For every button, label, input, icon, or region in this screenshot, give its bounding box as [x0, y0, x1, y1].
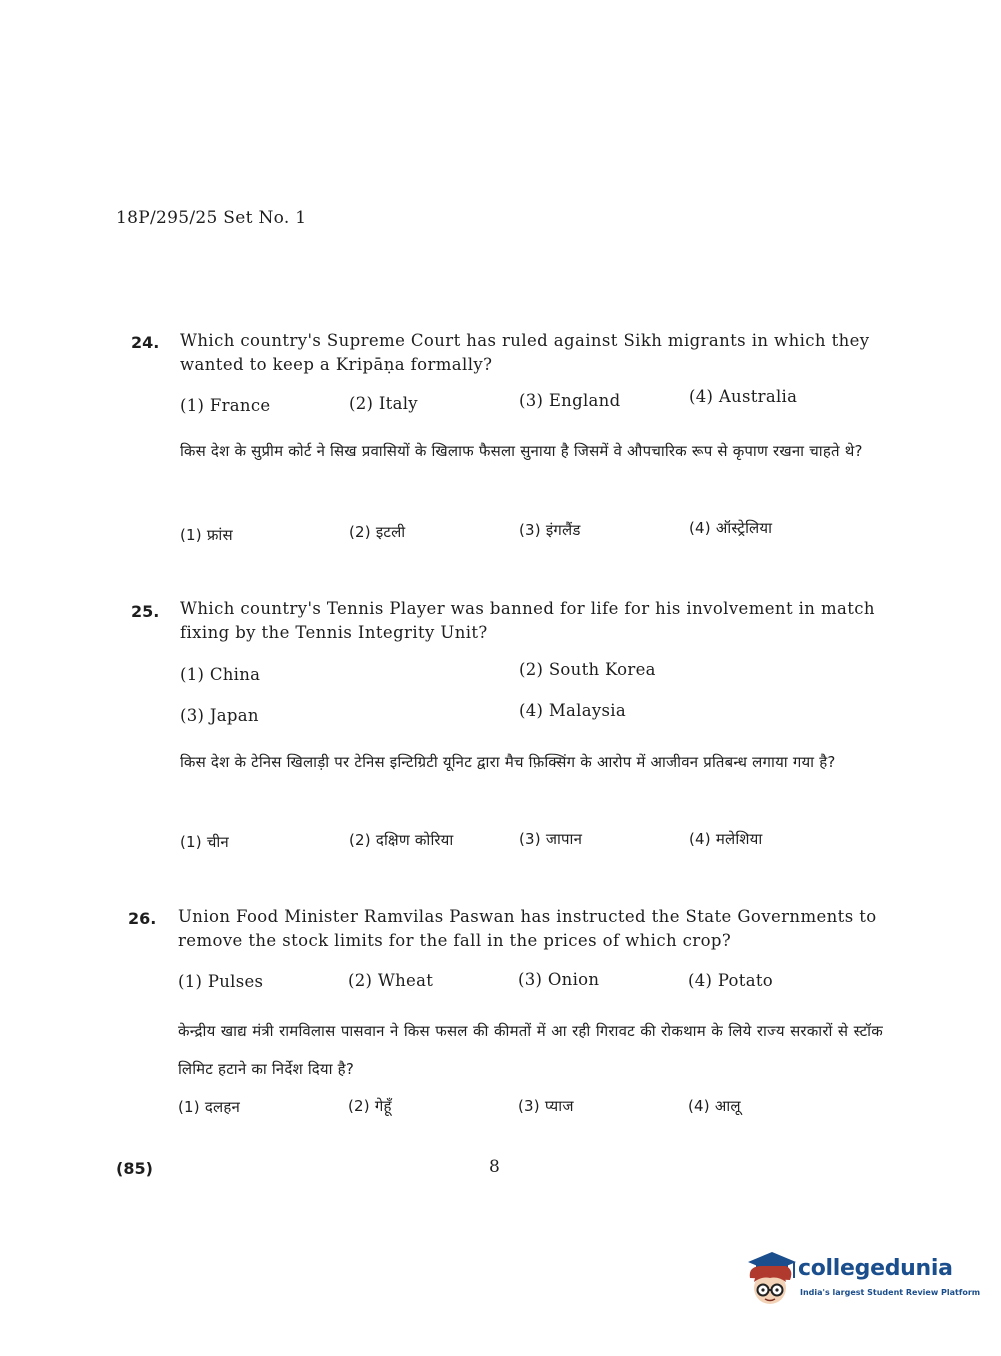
option-hi-4: (4) मलेशिया	[689, 830, 763, 848]
logo-tagline: India's largest Student Review Platform	[800, 1288, 981, 1297]
option-hi-3: (3) प्याज	[518, 1097, 574, 1115]
option-en-4: (4) Malaysia	[519, 701, 626, 720]
option-en-4: (4) Potato	[688, 971, 774, 990]
option-hi-3: (3) इंगलैंड	[519, 521, 581, 539]
question-number: 24.	[131, 333, 160, 352]
question-text-en-line2: wanted to keep a Kripāṇa formally?	[180, 355, 493, 374]
option-hi-4: (4) ऑस्ट्रेलिया	[689, 519, 773, 537]
option-hi-1: (1) फ्रांस	[180, 526, 233, 544]
logo-wordmark: collegedunia	[798, 1256, 953, 1281]
option-en-3: (3) Onion	[518, 970, 600, 989]
question-number: 25.	[131, 602, 160, 621]
option-en-2: (2) Italy	[349, 394, 418, 413]
footer-code: (85)	[116, 1159, 153, 1178]
option-en-2: (2) South Korea	[519, 660, 656, 679]
option-en-1: (1) Pulses	[178, 972, 264, 991]
option-en-3: (3) Japan	[180, 706, 259, 725]
question-text-en-line2: fixing by the Tennis Integrity Unit?	[180, 623, 488, 642]
option-hi-2: (2) दक्षिण कोरिया	[349, 831, 454, 849]
option-en-2: (2) Wheat	[348, 971, 434, 990]
question-text-hi: किस देश के टेनिस खिलाड़ी पर टेनिस इन्टिग्रिटी यूनिट द्वारा मैच फ़िक्सिंग के आरोप में आजीवन प्रतिबन्ध लगाया गया है?	[180, 753, 836, 771]
option-en-1: (1) France	[180, 396, 271, 415]
question-text-en-line2: remove the stock limits for the fall in the prices of which crop?	[178, 931, 732, 950]
collegedunia-logo[interactable]	[742, 1248, 981, 1312]
option-hi-2: (2) गेहूँ	[348, 1097, 392, 1115]
option-hi-1: (1) दलहन	[178, 1098, 241, 1116]
option-en-4: (4) Australia	[689, 387, 798, 406]
page-number: 8	[489, 1157, 500, 1177]
question-number: 26.	[128, 909, 157, 928]
question-text-en-line1: Which country's Supreme Court has ruled against Sikh migrants in which they	[180, 331, 870, 350]
question-text-en-line1: Union Food Minister Ramvilas Paswan has instructed the State Governments to	[178, 907, 877, 926]
option-hi-2: (2) इटली	[349, 523, 406, 541]
question-text-hi: किस देश के सुप्रीम कोर्ट ने सिख प्रवासियों के खिलाफ फैसला सुनाया है जिसमें वे औपचारिक रूप से कृपाण रखना चाहते थे?	[180, 442, 863, 460]
option-hi-4: (4) आलू	[688, 1097, 741, 1115]
question-text-en-line1: Which country's Tennis Player was banned for life for his involvement in match	[180, 599, 875, 618]
option-hi-3: (3) जापान	[519, 830, 583, 848]
option-hi-1: (1) चीन	[180, 833, 229, 851]
question-text-hi: केन्द्रीय खाद्य मंत्री रामविलास पासवान ने किस फसल की कीमतों में आ रही गिरावट की रोकथाम के लिये राज्य सरकारों से स्टॉक लिमिट हटाने का निर्देश दिया है?	[178, 1022, 883, 1078]
mascot-icon	[742, 1248, 798, 1312]
option-en-3: (3) England	[519, 391, 621, 410]
set-code: 18P/295/25 Set No. 1	[116, 208, 307, 228]
option-en-1: (1) China	[180, 665, 261, 684]
